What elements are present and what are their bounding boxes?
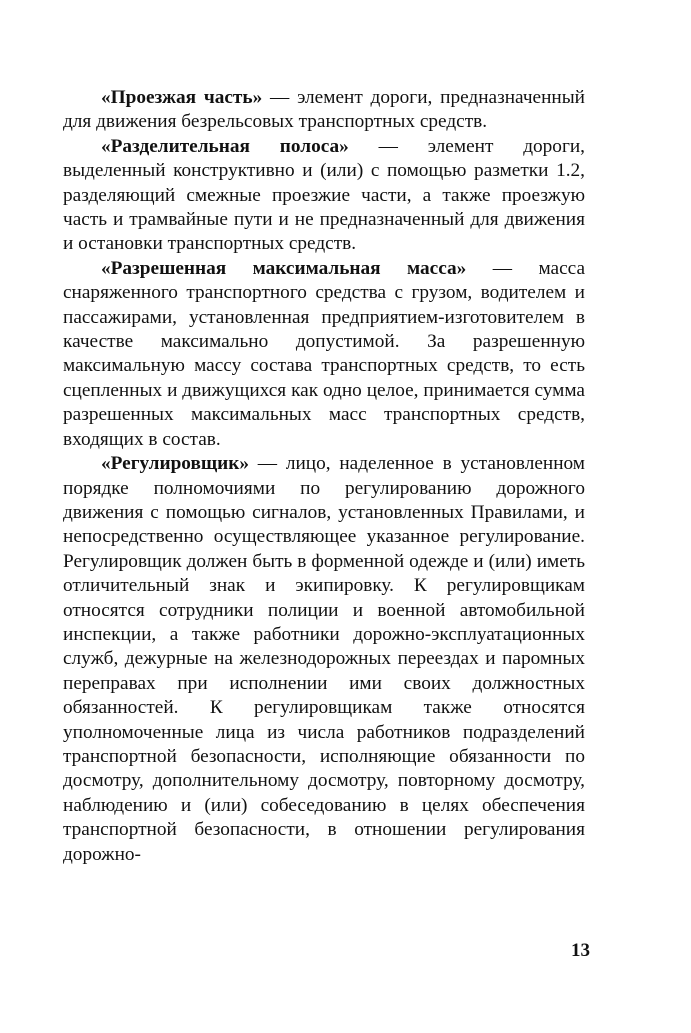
definition-text-max-mass: — масса снаряженного транспортного средства с грузом, водителем и пассажирами, установленная предприятием-изготовителем в качестве максимально допустимой. За разрешенную максимальную массу состава транспортных средств, то есть сцепленных и движущихся как одно целое, принимается сумма разрешенных максимальных масс транспортных средств, входящих в состав. [63,257,585,450]
page-number: 13 [571,940,590,961]
definition-paragraph-roadway [63,86,585,135]
definition-paragraph-max-mass [63,257,585,452]
definition-text-roadway: — элемент дороги, предназначенный для движения безрельсовых транспортных средств. [63,87,585,133]
definition-text-dividing-strip: — элемент дороги, выделенный конструктивно и (или) с помощью разметки 1.2, разделяющий смежные проезжие части, а также проезжую часть и трамвайные пути и не предназначенный для движения и остановки транспортных средств. [63,135,585,255]
term-max-mass: «Разрешенная максимальная масса» [101,257,467,279]
term-roadway: «Проезжая часть» [101,87,263,108]
definition-text-traffic-controller: — лицо, наделенное в установленном порядке полномочиями по регулированию дорожного движения с помощью сигналов, установленных Правилами, и непосредственно осуществляющее указанное регулирование. Регулировщик должен быть в форменной одежде и (или) иметь отличительный знак и экипировку. К регулировщикам относятся сотрудники полиции и военной автомобильной инспекции, а также работники дорожно-эксплуатационных служб, дежурные на железнодорожных переездах и паромных переправах при исполнении ими своих должностных обязанностей. К регулировщикам также относятся уполномоченные лица из числа работников подразделений транспортной безопасности, исполняющие обязанности по досмотру, дополнительному досмотру, повторному досмотру, наблюдению и (или) собеседованию в целях обеспечения транспортной безопасности, в отношении регулирования дорожно- [63,453,585,865]
definition-paragraph-dividing-strip [63,135,585,257]
page-body [63,86,585,867]
term-dividing-strip: «Разделительная полоса» [101,135,349,157]
definition-paragraph-traffic-controller [63,452,585,867]
term-traffic-controller: «Регулировщик» [101,453,249,475]
